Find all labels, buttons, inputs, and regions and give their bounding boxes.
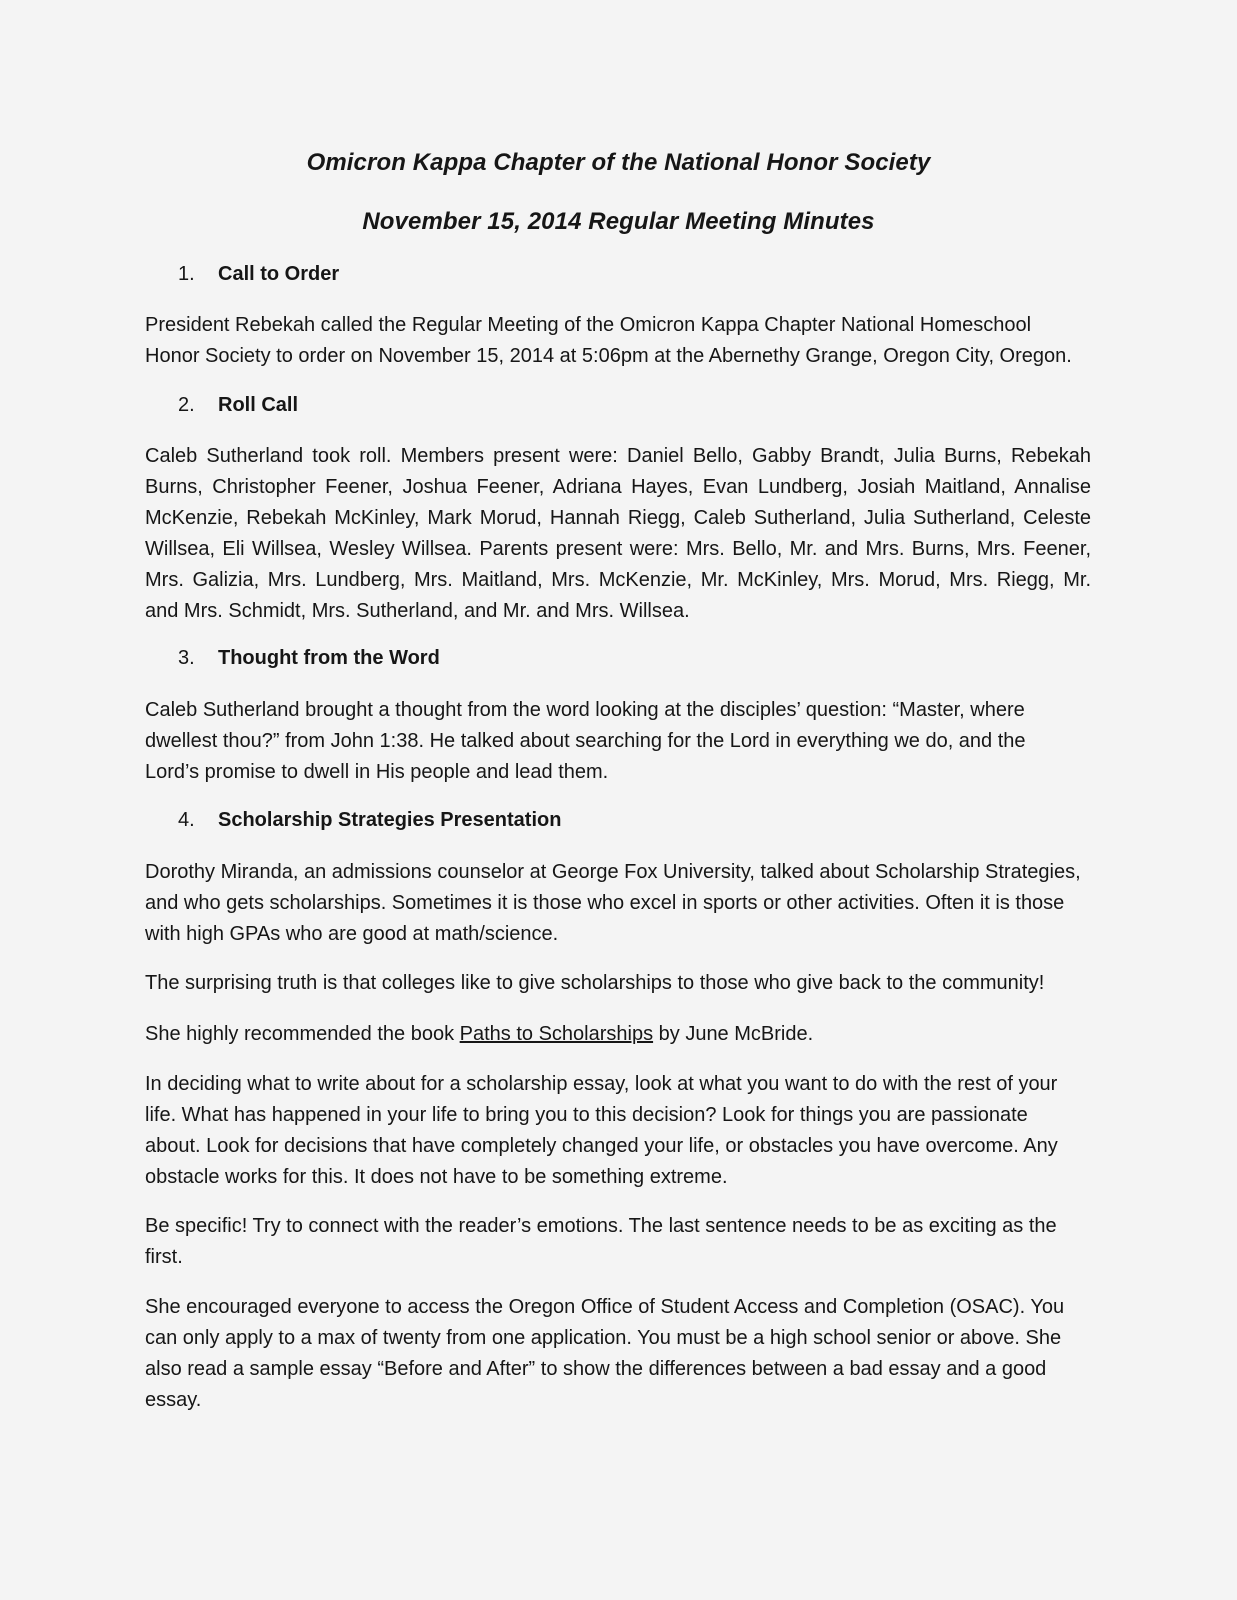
section-number: 4. [178,809,195,831]
document-subtitle: November 15, 2014 Regular Meeting Minutes [362,208,875,235]
text-line: Caleb Sutherland brought a thought from the word looking at the disciples’ question: “Master, where [145,699,1025,721]
paragraph-osac [145,1292,1091,1416]
book-title: Paths to Scholarships [459,1023,654,1045]
paragraph-book-recommendation [145,1019,1091,1050]
document-title: Omicron Kappa Chapter of the National Honor Society [306,149,931,176]
text-line: with high GPAs who are good at math/science. [145,923,559,945]
text-line: Willsea, Eli Willsea, Wesley Willsea. Parents present were: Mrs. Bello, Mr. and Mrs. Burns, Mrs. Feener, [145,538,1091,560]
section-heading-roll-call [178,392,298,418]
paragraph-call-to-order [145,310,1091,372]
text-line: The surprising truth is that colleges like to give scholarships to those who give back to the community! [145,972,1045,994]
text-line: can only apply to a max of twenty from one application. You must be a high school senior or above. She [145,1327,1062,1349]
text-line: about. Look for decisions that have completely changed your life, or obstacles you have overcome. Any [145,1135,1058,1157]
text-line: and who gets scholarships. Sometimes it is those who excel in sports or other activities. Often it is those [145,892,1065,914]
text-line: Caleb Sutherland took roll. Members present were: Daniel Bello, Gabby Brandt, Julia Burns, Rebekah [145,445,1091,467]
section-heading-label: Thought from the Word [218,647,440,669]
text-line: McKenzie, Rebekah McKinley, Mark Morud, Hannah Riegg, Caleb Sutherland, Julia Sutherland, Celeste [145,507,1091,529]
text-line: Be specific! Try to connect with the reader’s emotions. The last sentence needs to be as exciting as the [145,1215,1057,1237]
text-line: dwellest thou?” from John 1:38. He talked about searching for the Lord in everything we do, and the [145,730,1026,752]
text-line: Lord’s promise to dwell in His people and lead them. [145,761,609,783]
paragraph-thought-from-the-word [145,695,1091,788]
paragraph-be-specific [145,1211,1091,1273]
section-number: 2. [178,394,195,416]
text-line: Mrs. Galizia, Mrs. Lundberg, Mrs. Maitland, Mrs. McKenzie, Mr. McKinley, Mrs. Morud, Mrs. Riegg, Mr. [145,569,1091,591]
text-line: and Mrs. Schmidt, Mrs. Sutherland, and Mr. and Mrs. Willsea. [145,600,690,622]
text-line: first. [145,1246,183,1268]
section-heading-label: Roll Call [218,394,299,416]
text-line: life. What has happened in your life to bring you to this decision? Look for things you are passionate [145,1104,1028,1126]
book-text-post: by June McBride. [653,1023,814,1045]
section-heading-thought-from-the-word [178,645,440,671]
book-text-pre: She highly recommended the book [145,1023,460,1045]
text-line: essay. [145,1389,202,1411]
section-number: 3. [178,647,195,669]
text-line: Honor Society to order on November 15, 2014 at 5:06pm at the Abernethy Grange, Oregon City, Oregon. [145,345,1072,367]
section-heading-scholarship-strategies [178,807,561,833]
paragraph-scholarship-intro [145,857,1091,950]
section-heading-label: Call to Order [218,263,340,285]
text-line: President Rebekah called the Regular Meeting of the Omicron Kappa Chapter National Homeschool [145,314,1032,336]
text-line: Dorothy Miranda, an admissions counselor at George Fox University, talked about Scholarship Strategies, [145,861,1081,883]
text-line [145,1019,1091,1050]
section-heading-call-to-order [178,261,339,287]
section-heading-label: Scholarship Strategies Presentation [218,809,562,831]
text-line: She encouraged everyone to access the Oregon Office of Student Access and Completion (OSAC). You [145,1296,1065,1318]
text-line: obstacle works for this. It does not have to be something extreme. [145,1166,728,1188]
paragraph-surprising-truth [145,968,1091,999]
paragraph-roll-call [145,441,1091,627]
text-line: Burns, Christopher Feener, Joshua Feener, Adriana Hayes, Evan Lundberg, Josiah Maitland, Annalise [145,476,1091,498]
section-number: 1. [178,263,195,285]
paragraph-essay-advice [145,1069,1091,1193]
text-line: In deciding what to write about for a scholarship essay, look at what you want to do with the rest of your [145,1073,1058,1095]
text-line: also read a sample essay “Before and After” to show the differences between a bad essay and a good [145,1358,1047,1380]
